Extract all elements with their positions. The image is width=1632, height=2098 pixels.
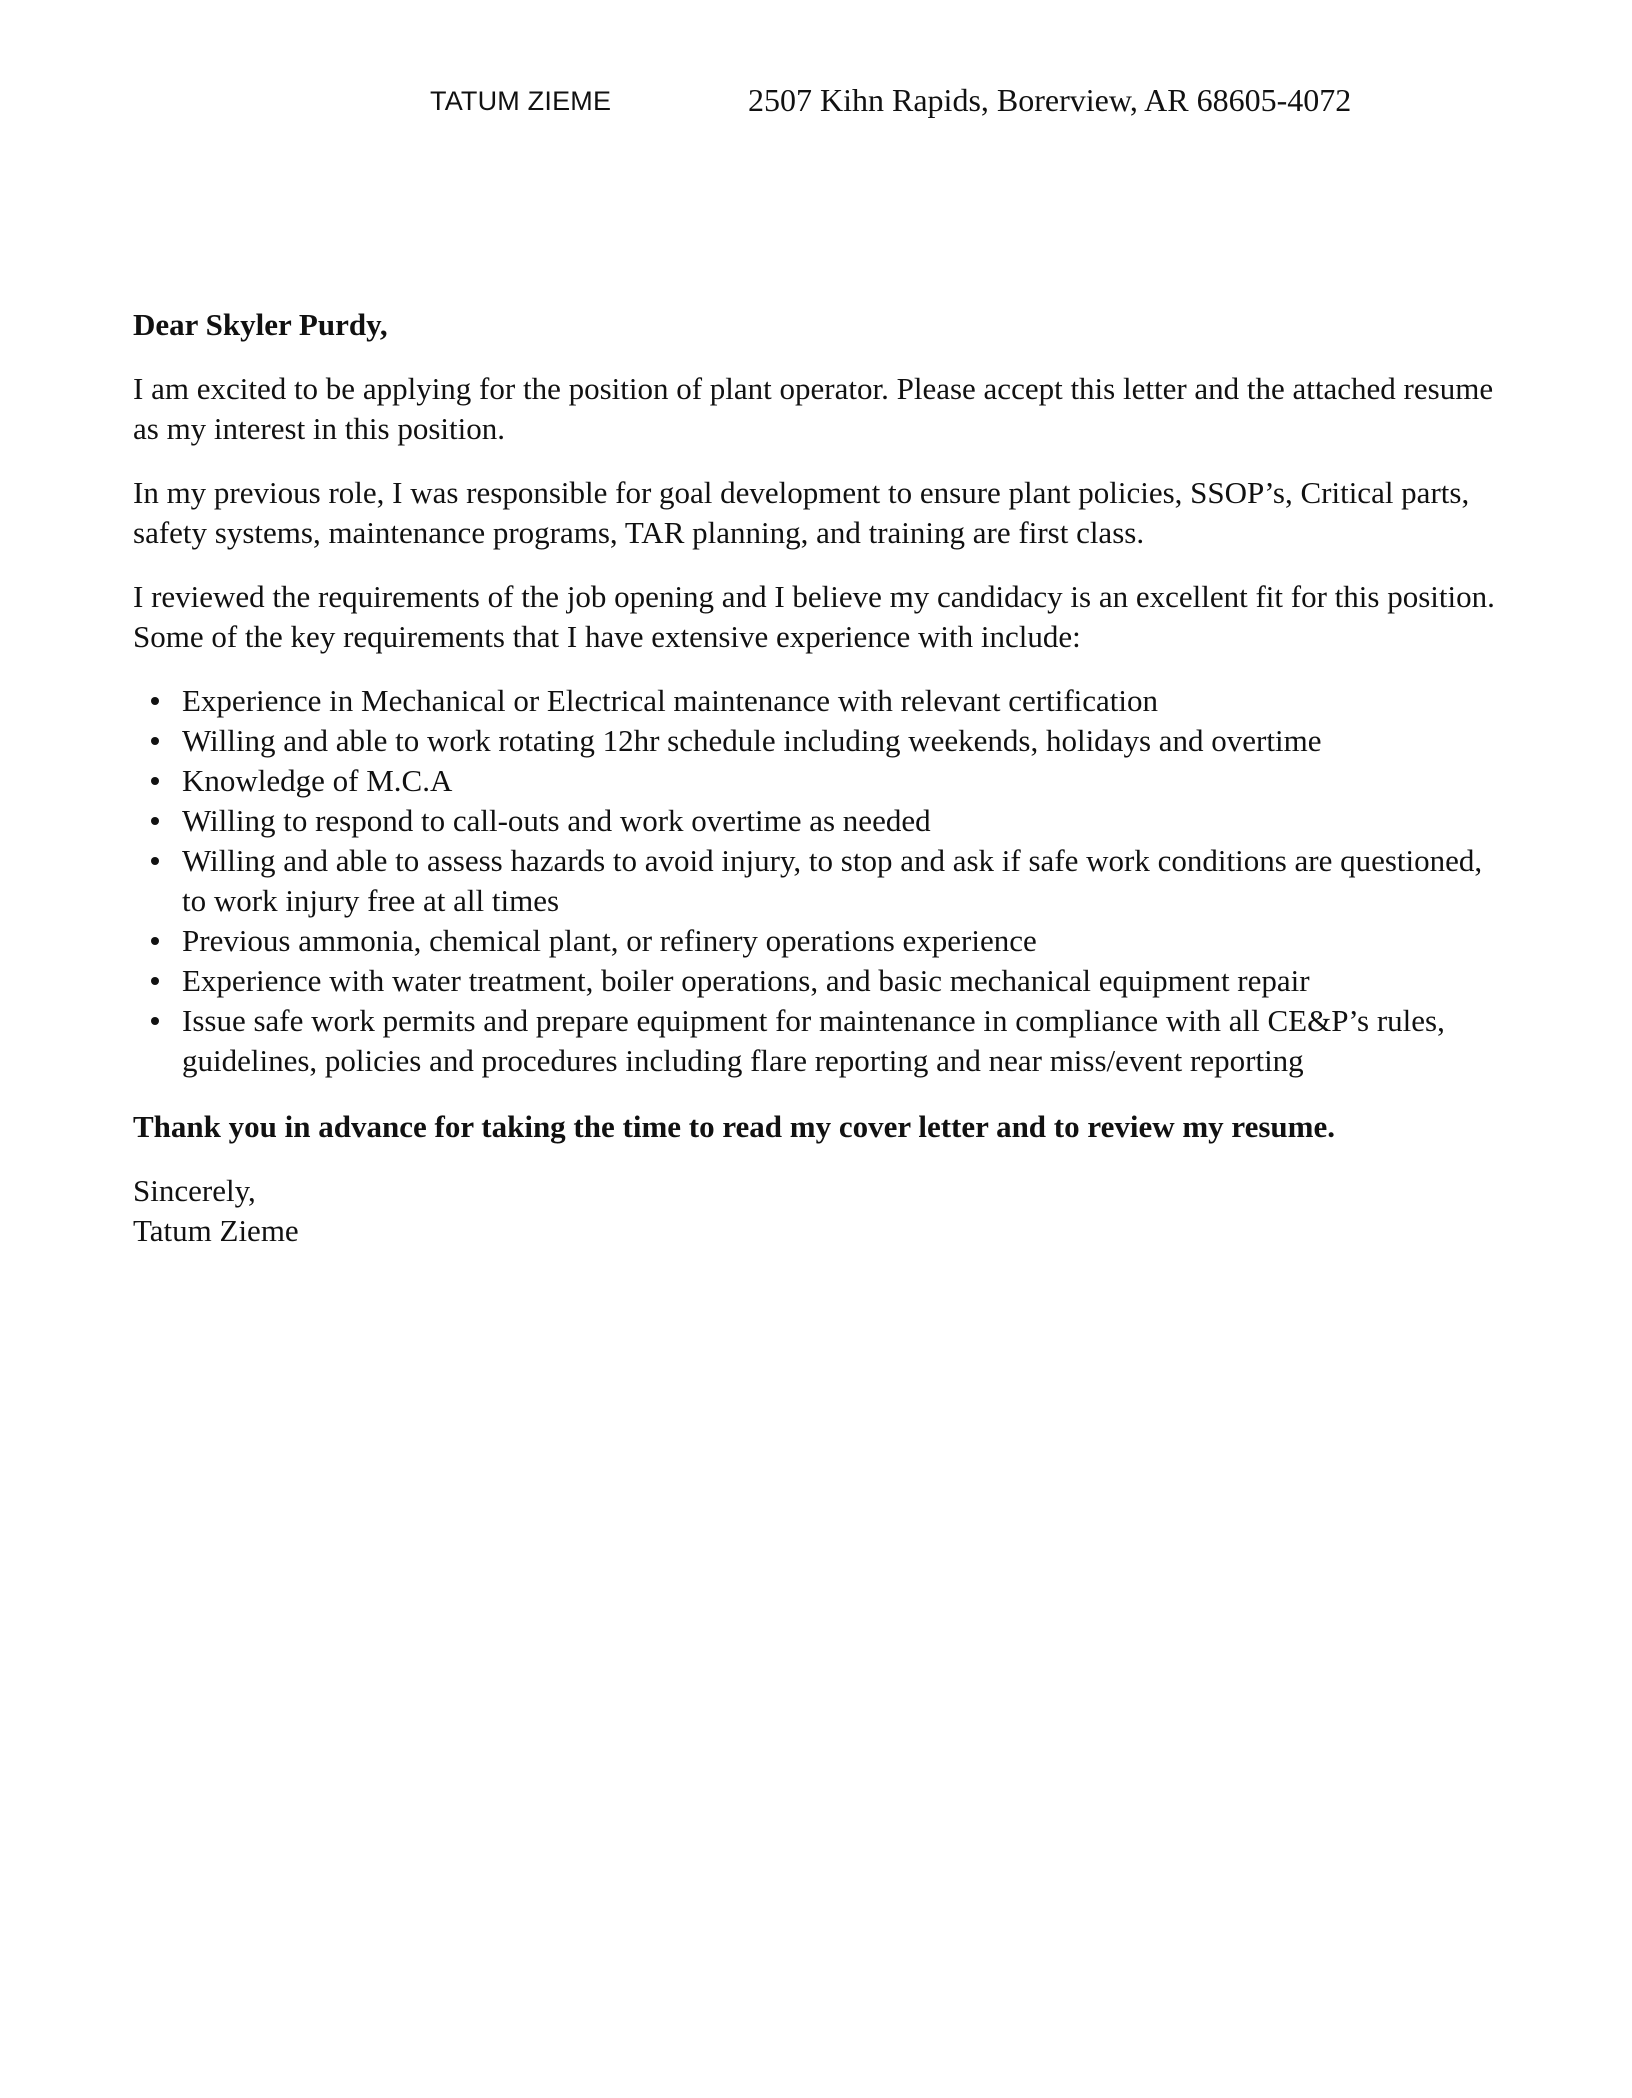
bullet-icon [151,817,159,825]
bullet-icon [151,1017,159,1025]
paragraph-previous-role: In my previous role, I was responsible for goal development to ensure plant policies, SSOP’s, Critical parts, safety systems, maintenance programs, TAR planning, and training are first class. [133,475,1470,550]
list-item [133,681,1513,721]
bullet-icon [151,937,159,945]
list-item [133,801,1513,841]
bullet-icon [151,777,159,785]
list-item [133,841,1513,921]
closing-statement: Thank you in advance for taking the time to read my cover letter and to review my resume. [133,1109,1336,1144]
list-item-text: Experience in Mechanical or Electrical maintenance with relevant certification [182,683,1159,718]
list-item-text: Issue safe work permits and prepare equipment for maintenance in compliance with all CE&P’s rules, guidelines, policies and procedures including flare reporting and near miss/event reporting [182,1003,1445,1078]
list-item-text: Willing and able to assess hazards to avoid injury, to stop and ask if safe work conditions are questioned, to work injury free at all times [182,843,1483,918]
list-item-text: Previous ammonia, chemical plant, or refinery operations experience [182,923,1037,958]
signoff-block [133,1171,1513,1251]
letter-body [133,305,1513,1251]
bullet-icon [151,737,159,745]
sender-name: TATUM ZIEME [430,86,612,116]
sender-address: 2507 Kihn Rapids, Borerview, AR 68605-4072 [748,82,1352,118]
signoff: Sincerely, [133,1173,256,1208]
paragraph-requirements-intro: I reviewed the requirements of the job opening and I believe my candidacy is an excellent fit for this position. Some of the key requirements that I have extensive experience with include: [133,579,1495,654]
requirements-list [133,681,1513,1081]
list-item-text: Willing to respond to call-outs and work overtime as needed [182,803,931,838]
list-item [133,1001,1513,1081]
list-item-text: Knowledge of M.C.A [182,763,453,798]
list-item [133,961,1513,1001]
list-item [133,921,1513,961]
bullet-icon [151,697,159,705]
list-item-text: Willing and able to work rotating 12hr schedule including weekends, holidays and overtime [182,723,1322,758]
paragraph-intro: I am excited to be applying for the position of plant operator. Please accept this letter and the attached resume as my interest in this position. [133,371,1494,446]
signature-name: Tatum Zieme [133,1213,299,1248]
list-item [133,761,1513,801]
salutation: Dear Skyler Purdy, [133,307,388,342]
letter-header [0,82,1632,122]
list-item [133,721,1513,761]
list-item-text: Experience with water treatment, boiler operations, and basic mechanical equipment repair [182,963,1310,998]
bullet-icon [151,857,159,865]
bullet-icon [151,977,159,985]
